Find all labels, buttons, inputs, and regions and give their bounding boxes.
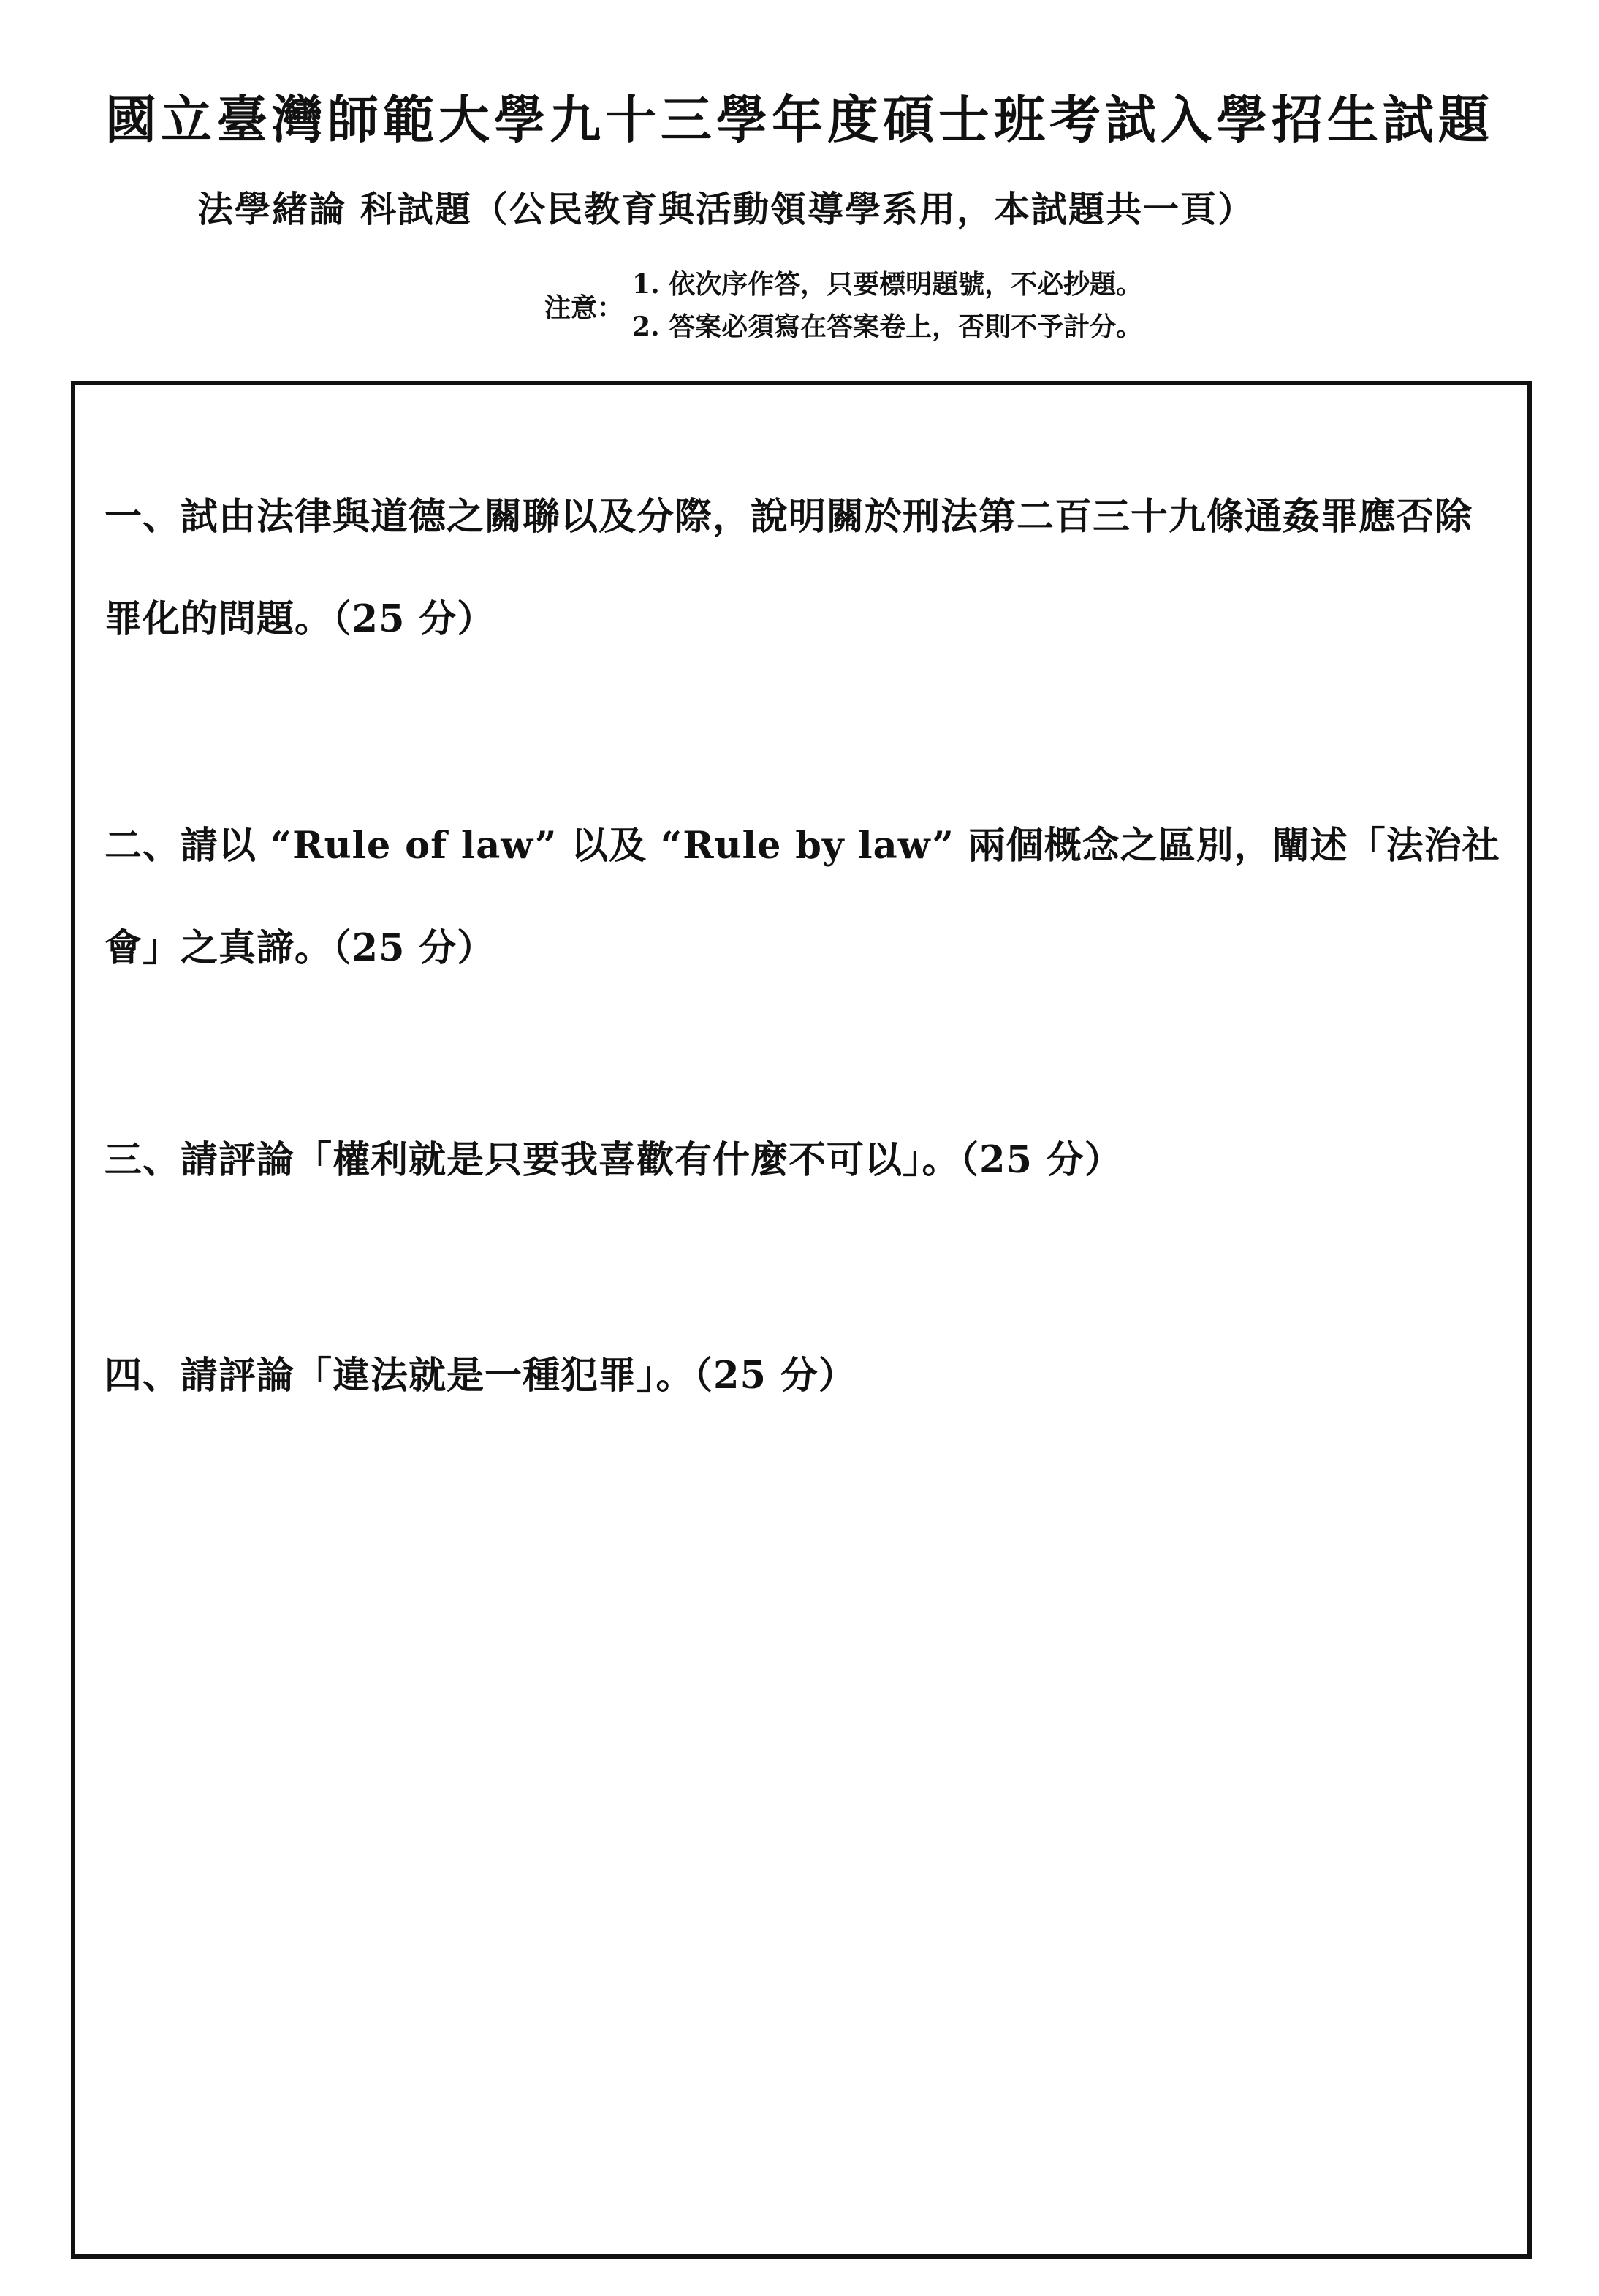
notes-list — [632, 263, 1142, 348]
exam-notes — [544, 263, 1142, 348]
exam-subtitle: 法學緒論 科試題（公民教育與活動領導學系用，本試題共一頁） — [197, 188, 1256, 230]
question-3: 三、請評論「權利就是只要我喜歡有什麼不可以」。（25 分） — [105, 1138, 1123, 1182]
question-1: 一、試由法律與道德之關聯以及分際，說明關於刑法第二百三十九條通姦罪應否除罪化的問題。（25 分） — [105, 495, 1473, 641]
question-2: 二、請以 “Rule of law” 以及 “Rule by law” 兩個概念之區別，闡述「法治社會」之真諦。（25 分） — [105, 824, 1500, 970]
exam-title: 國立臺灣師範大學九十三學年度碩士班考試入學招生試題 — [105, 89, 1494, 150]
note-item: 2. 答案必須寫在答案卷上，否則不予計分。 — [632, 311, 1143, 342]
note-item: 1. 依次序作答，只要標明題號，不必抄題。 — [632, 269, 1143, 300]
question-frame — [71, 381, 1532, 2259]
notes-label: 注意： — [544, 292, 624, 323]
question-4: 四、請評論「違法就是一種犯罪」。（25 分） — [105, 1354, 857, 1398]
